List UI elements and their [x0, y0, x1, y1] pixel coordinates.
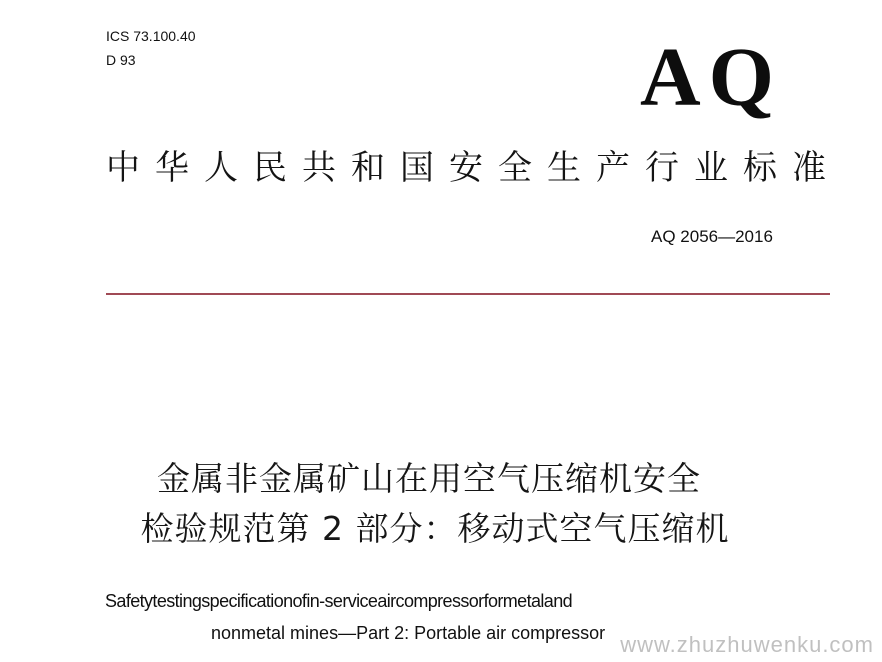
header-divider [106, 293, 830, 295]
ics-code: ICS 73.100.40 [106, 28, 196, 44]
title-zh-line2: 检验规范第 2 部分：移动式空气压缩机 [140, 509, 730, 548]
aq-logo: AQ [640, 31, 782, 124]
title-en-line1: Safetytestingspecificationofin-serviceaircompressorformetaland [105, 591, 573, 611]
issuer-title: 中华人民共和国安全生产行业标准 [106, 148, 841, 188]
classification-code: D 93 [106, 52, 136, 68]
watermark: www.zhuzhuwenku.com [620, 632, 874, 657]
title-en-line2: nonmetal mines—Part 2: Portable air compressor [211, 623, 606, 643]
title-zh-line1: 金属非金属矿山在用空气压缩机安全 [157, 459, 701, 498]
standard-number: AQ 2056—2016 [651, 227, 773, 246]
